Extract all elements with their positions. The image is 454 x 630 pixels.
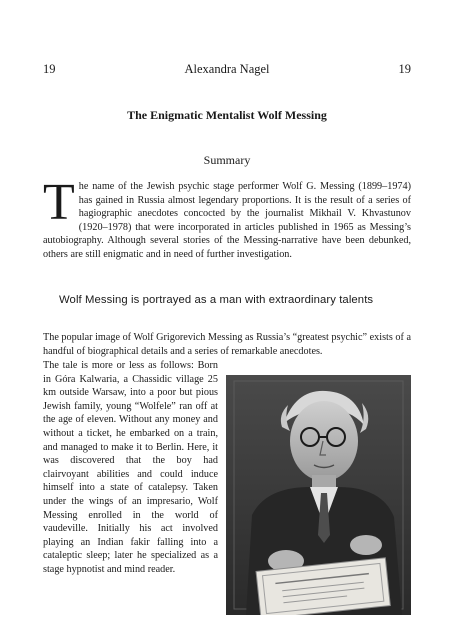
page-number-left: 19 — [43, 61, 56, 76]
summary-text: he name of the Jewish psychic stage performer Wolf G. Messing (1899–1974) has gained in Russia almost legendary proportions. It is the result of a series of hagiographic anecdotes concocted by the journalist Mikhail V. Khvastunov (1920–1978) that were incorporated in articles published in 1965 as Messing’s autobiography. Although several stories of the Messing-narrative have been debunked, others are still enigmatic and in need of further investigation. — [43, 181, 411, 260]
portrait-photo — [226, 375, 411, 615]
running-author: Alexandra Nagel — [184, 61, 270, 76]
section-heading: Wolf Messing is portrayed as a man with extraordinary talents — [59, 294, 374, 306]
intro-paragraph: The popular image of Wolf Grigorevich Messing as Russia’s “greatest psychic” exists of a handful of biographical details and a series of remarkable anecdotes. — [43, 332, 411, 357]
body-column-text: The tale is more or less as follows: Born in Góra Kalwaria, a Chassidic village 25 km outside Warsaw, into a poor but pious Jewish family, young “Wolfele” ran off at the age of eleven. Without any money and without a ticket, he embarked on a train, and managed to make it to Berlin. Here, it was discovered that the boy had clairvoyant abilities and could induce himself into a state of catalepsy. Taken under the wings of an impresario, Wolf Messing enrolled in the world of vaudeville. Initially his act involved playing an Indian fakir falling into a cataleptic sleep; later he specialized as a stage hypnotist and mind reader. — [43, 360, 218, 575]
running-header — [43, 61, 411, 77]
drop-cap: T — [43, 174, 75, 231]
page-number-right: 19 — [398, 61, 411, 76]
summary-paragraph — [43, 174, 411, 262]
summary-heading: Summary — [203, 153, 251, 167]
article-title: The Enigmatic Mentalist Wolf Messing — [127, 108, 327, 122]
